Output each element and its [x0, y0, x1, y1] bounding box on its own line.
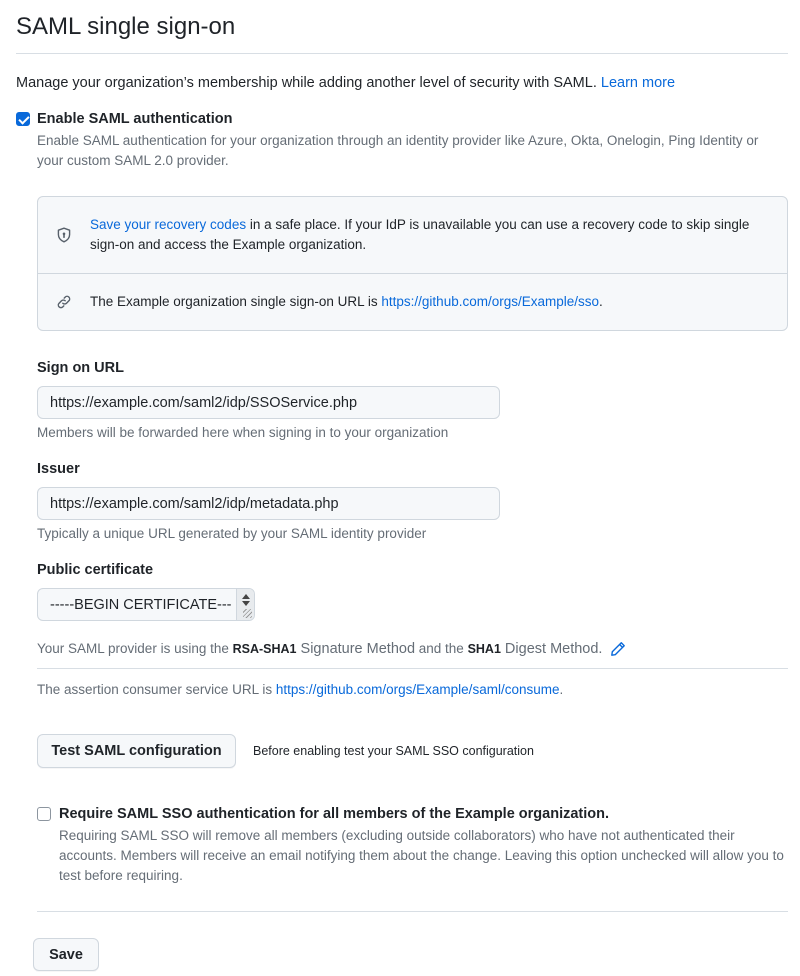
- require-sso-checkbox[interactable]: [37, 807, 51, 821]
- shield-lock-icon: [56, 227, 72, 243]
- issuer-value: https://example.com/saml2/idp/metadata.php: [50, 495, 339, 512]
- test-saml-configuration-button[interactable]: Test SAML configuration: [37, 734, 236, 768]
- sso-url-row: [38, 274, 787, 330]
- acs-url-line: [37, 680, 788, 700]
- save-button[interactable]: Save: [33, 938, 99, 971]
- require-sso-section: [37, 804, 788, 912]
- digest-method: SHA1: [467, 642, 501, 656]
- sso-url-period: .: [599, 294, 603, 309]
- signature-method-line: [37, 639, 788, 669]
- scroll-up-arrow-icon[interactable]: [242, 594, 250, 599]
- recovery-codes-description: in a safe place. If your IdP is unavailable you can use a recovery code to skip single sign-on and access the Example organization.: [90, 217, 750, 252]
- signature-middle: and the: [415, 641, 468, 656]
- recovery-codes-text: [90, 215, 769, 255]
- acs-url-period: .: [559, 682, 564, 697]
- pencil-icon[interactable]: [610, 641, 626, 657]
- enable-saml-row[interactable]: [16, 109, 788, 129]
- sso-info-box: [37, 196, 788, 331]
- signature-method: RSA-SHA1: [232, 642, 297, 656]
- intro-description: Manage your organization’s membership while adding another level of security with SAML.: [16, 75, 597, 91]
- enable-saml-description: Enable SAML authentication for your organization through an identity provider like Azure, Okta, Onelogin, Ping Identity or your custom SAML 2.0 provider.: [37, 133, 759, 168]
- resize-handle-icon[interactable]: [243, 609, 252, 618]
- sso-url-text: [90, 292, 603, 312]
- require-sso-row[interactable]: [37, 804, 788, 824]
- intro-text: [16, 73, 788, 93]
- public-certificate-field: [37, 560, 788, 621]
- link-icon: [56, 294, 72, 310]
- signature-method-label: Signature Method: [296, 641, 416, 657]
- page-title: SAML single sign-on: [16, 0, 788, 54]
- acs-url-description: The assertion consumer service URL is: [37, 682, 276, 697]
- issuer-field: [37, 459, 788, 544]
- enable-saml-checkbox[interactable]: [16, 112, 30, 126]
- issuer-note: Typically a unique URL generated by your SAML identity provider: [37, 526, 427, 541]
- enable-saml-section: [16, 109, 788, 171]
- recovery-codes-link[interactable]: Save your recovery codes: [90, 217, 247, 232]
- public-certificate-label: Public certificate: [37, 562, 154, 578]
- sign-on-url-label: Sign on URL: [37, 360, 124, 376]
- acs-url-link[interactable]: https://github.com/orgs/Example/saml/consume: [275, 682, 560, 697]
- issuer-input[interactable]: [37, 487, 500, 520]
- require-sso-description: Requiring SAML SSO will remove all members (excluding outside collaborators) who have not authenticated their accounts. Members will receive an email notifying them about the change. Leaving this option unchecked will allow you to test before requiring.: [59, 828, 784, 883]
- public-certificate-value: -----BEGIN CERTIFICATE---: [50, 596, 232, 613]
- learn-more-link[interactable]: Learn more: [600, 75, 676, 91]
- sign-on-url-field: [37, 358, 788, 443]
- sso-url-description: The Example organization single sign-on URL is: [90, 294, 382, 309]
- test-saml-row: [37, 734, 788, 768]
- require-sso-label[interactable]: Require SAML SSO authentication for all members of the Example organization.: [59, 806, 610, 822]
- scroll-down-arrow-icon[interactable]: [242, 601, 250, 606]
- enable-saml-label[interactable]: Enable SAML authentication: [37, 111, 233, 127]
- sign-on-url-note: Members will be forwarded here when signing in to your organization: [37, 425, 449, 440]
- digest-method-label: Digest Method.: [500, 641, 603, 657]
- sign-on-url-value: https://example.com/saml2/idp/SSOService.php: [50, 394, 358, 411]
- sso-url-link[interactable]: https://github.com/orgs/Example/sso: [381, 294, 600, 309]
- recovery-codes-row: [38, 197, 787, 274]
- test-saml-note: Before enabling test your SAML SSO configuration: [253, 744, 534, 758]
- public-certificate-textarea[interactable]: [37, 588, 255, 621]
- certificate-scrollbar[interactable]: [236, 589, 254, 620]
- sign-on-url-input[interactable]: [37, 386, 500, 419]
- issuer-label: Issuer: [37, 461, 80, 477]
- signature-prefix: Your SAML provider is using the: [37, 641, 233, 656]
